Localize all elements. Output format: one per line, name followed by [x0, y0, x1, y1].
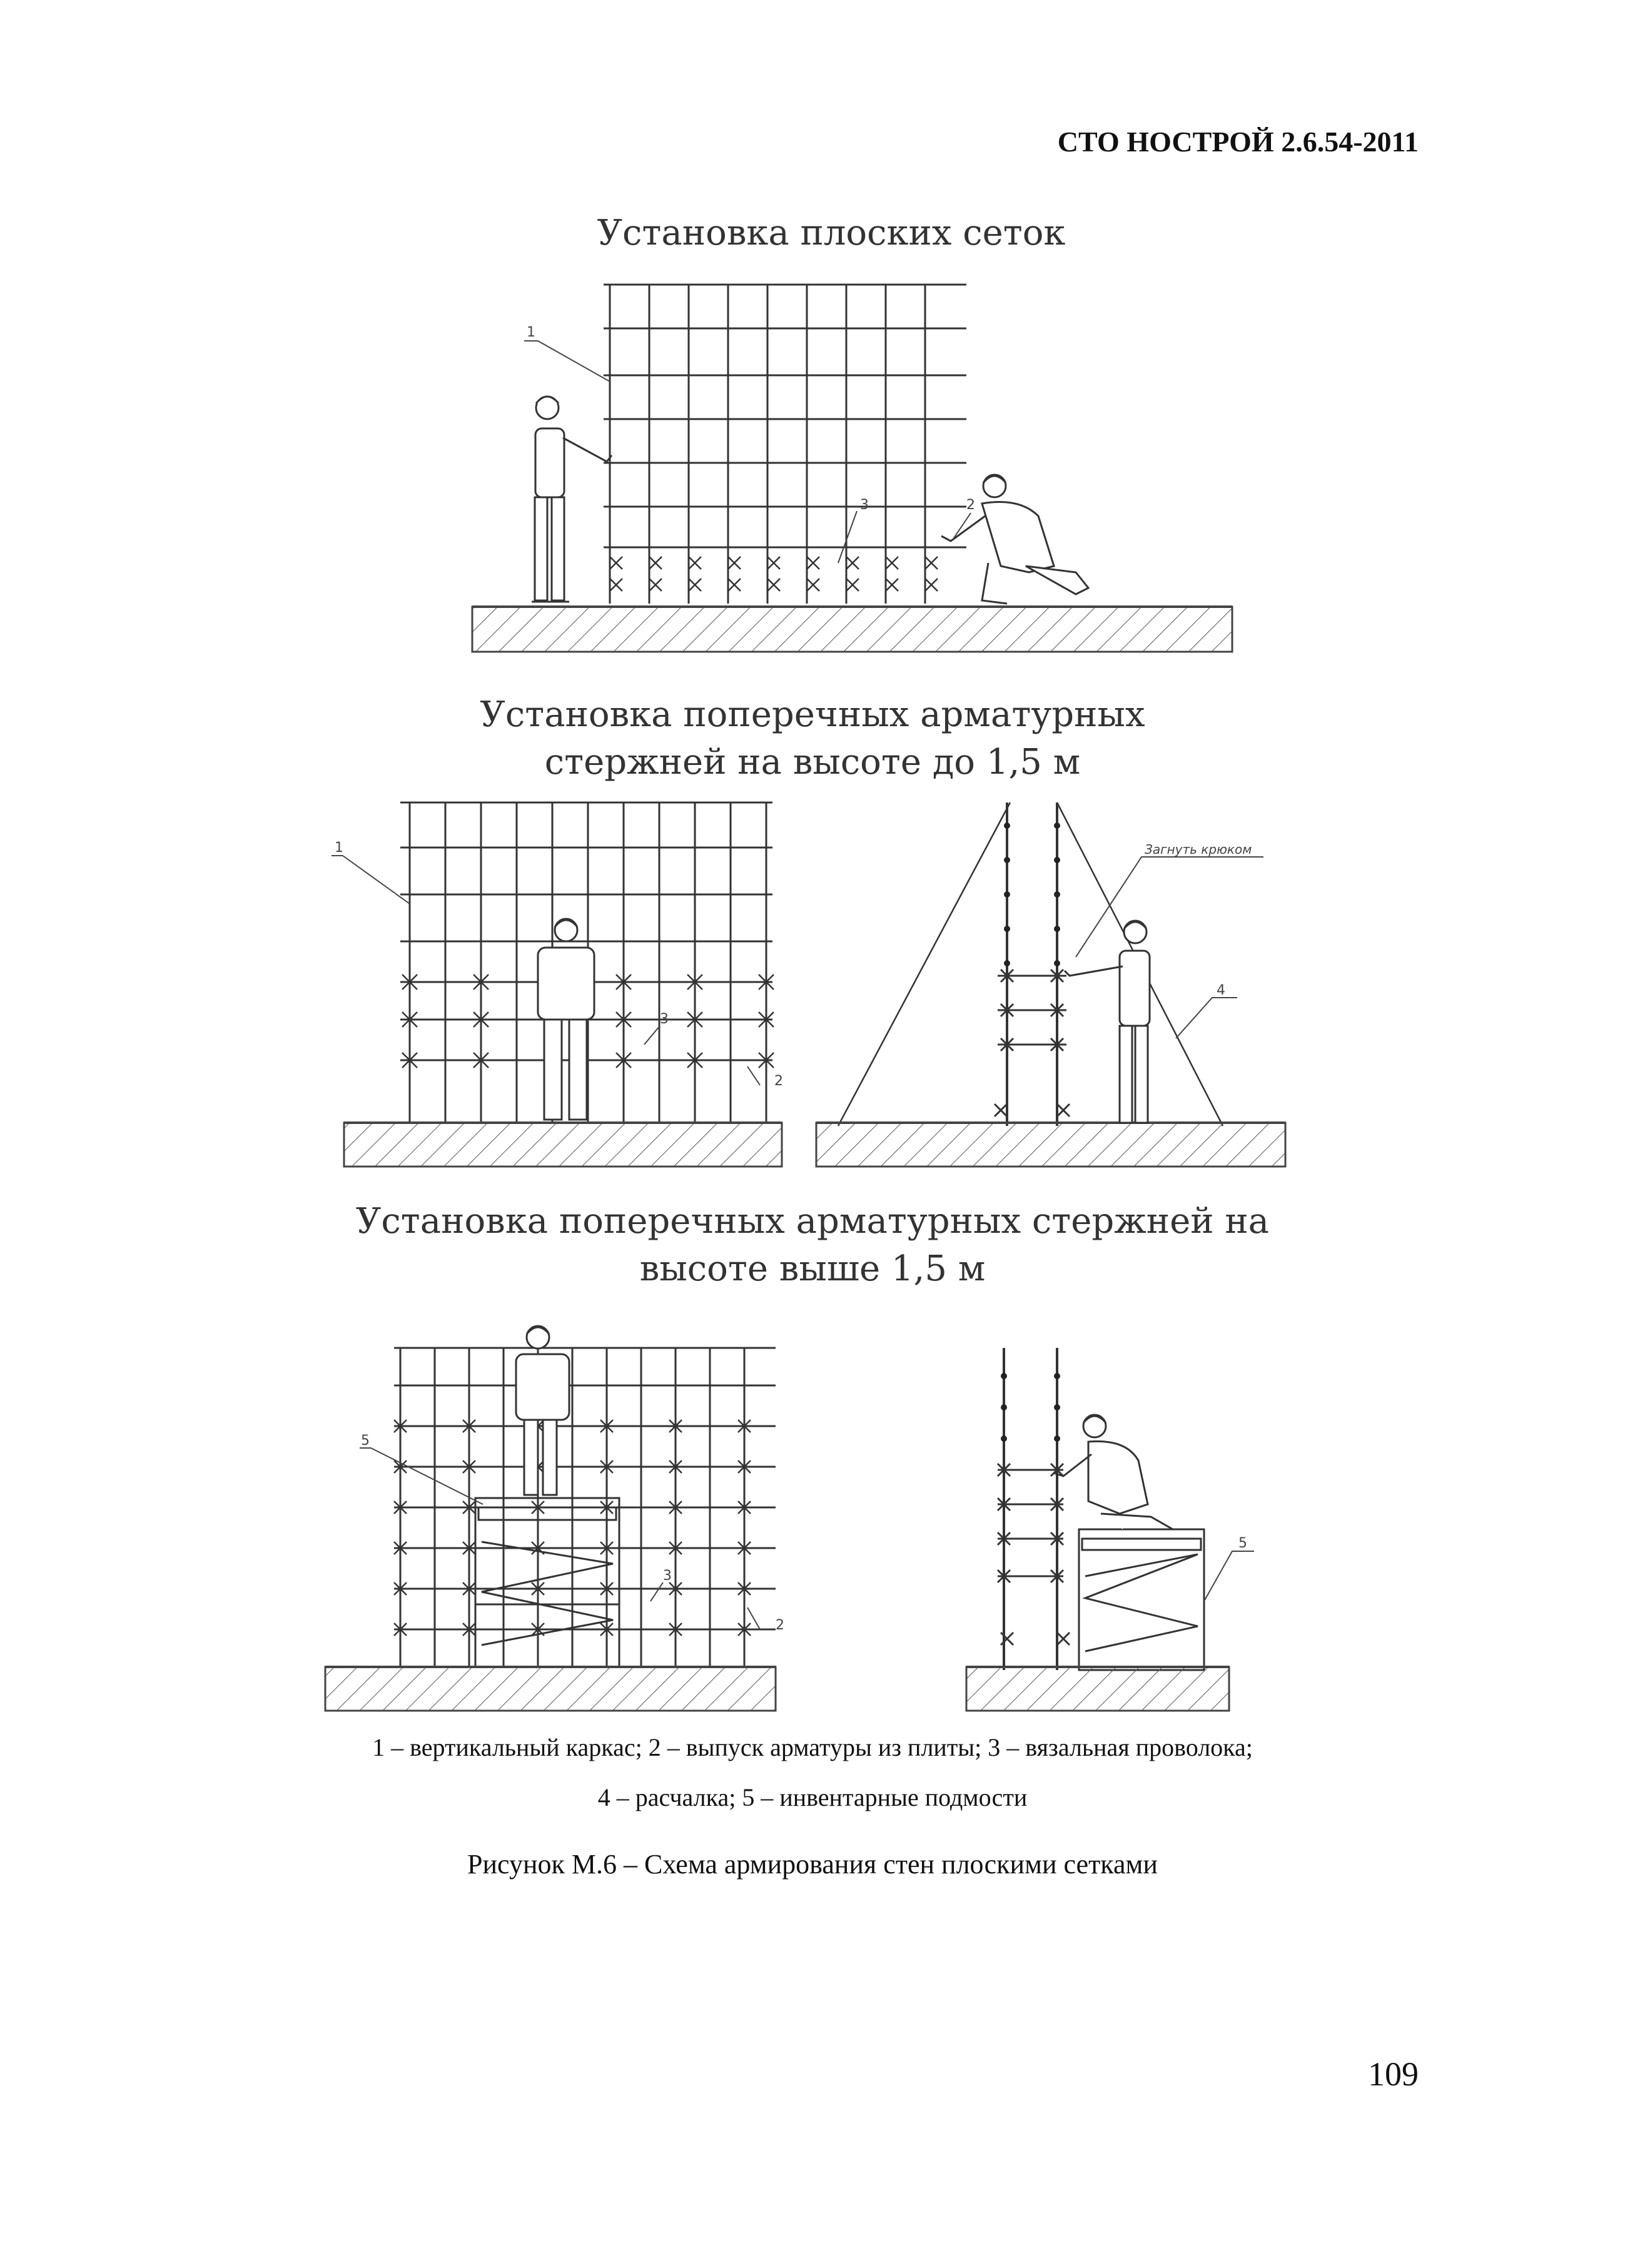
rebar-dot	[1001, 1373, 1007, 1379]
rebar-dot	[1004, 891, 1010, 898]
callout-bend-hook: Загнуть крюком	[1145, 842, 1252, 857]
rebar-dot	[1054, 857, 1060, 863]
floor-slab	[816, 1123, 1285, 1167]
callout-tie-wire: 3	[663, 1568, 672, 1584]
worker-back-view	[538, 919, 594, 1120]
mesh-grid	[604, 285, 966, 604]
callout-vertical-frame: 1	[335, 840, 343, 856]
rebar-cross-sections	[1001, 1373, 1060, 1442]
rebar-dot	[1054, 960, 1060, 966]
rebar-dot	[1054, 1435, 1060, 1442]
floor-slab	[325, 1667, 776, 1711]
rebar-cross-sections	[1004, 823, 1060, 966]
callout-rebar-stub: 2	[774, 1073, 783, 1089]
callout-leader-lines	[1076, 857, 1263, 1038]
rebar-dot	[1054, 926, 1060, 932]
callout-scaffold: 5	[361, 1433, 370, 1449]
scaffold	[1079, 1529, 1204, 1670]
callout-leader-lines	[524, 341, 971, 563]
callout-tie-wire: 3	[860, 497, 869, 513]
section-title-line: Установка поперечных арматурных	[480, 694, 1145, 735]
callout-leader-lines	[1204, 1551, 1254, 1601]
rebar-dot	[1054, 823, 1060, 829]
rebar-dot	[1054, 1404, 1060, 1410]
rebar-dot	[1004, 857, 1010, 863]
floor-slab	[344, 1123, 782, 1167]
figure-high-bars-front	[325, 1326, 784, 1711]
callout-scaffold: 5	[1238, 1536, 1247, 1551]
kneeling-worker-on-scaffold	[1054, 1415, 1173, 1529]
floor-slab	[966, 1667, 1229, 1711]
scaffold	[475, 1498, 619, 1667]
rebar-dot	[1004, 823, 1010, 829]
standing-worker	[532, 397, 612, 602]
section-title-line: высоте выше 1,5 м	[639, 1248, 986, 1289]
rebar-dot	[1001, 1404, 1007, 1410]
callout-vertical-frame: 1	[527, 325, 535, 340]
figure-flat-mesh	[472, 285, 1232, 652]
callout-rebar-stub: 2	[776, 1617, 784, 1633]
bar-hooks	[998, 1464, 1070, 1645]
rebar-dot	[1004, 960, 1010, 966]
callout-brace: 4	[1217, 983, 1225, 998]
figure-high-bars-side	[966, 1348, 1254, 1711]
rebar-dot	[1054, 891, 1060, 898]
rebar-dot	[1054, 1373, 1060, 1379]
callout-tie-wire: 3	[660, 1011, 669, 1027]
wire-ties	[610, 557, 938, 591]
figure-low-bars-side	[816, 802, 1285, 1167]
legend-line: 1 – вертикальный каркас; 2 – выпуск арматуры из плиты; 3 – вязальная проволока;	[372, 1733, 1253, 1761]
legend-line: 4 – расчалка; 5 – инвентарные подмости	[597, 1783, 1028, 1811]
section-title-line: стержней на высоте до 1,5 м	[544, 742, 1081, 782]
figure-low-bars-front	[332, 802, 783, 1167]
rebar-dot	[1004, 926, 1010, 932]
section-title-flat-meshes: Установка плоских сеток	[597, 213, 1066, 253]
callout-leader-lines	[360, 1448, 760, 1629]
kneeling-worker	[941, 475, 1088, 604]
standing-worker-side	[1065, 921, 1150, 1123]
figure-caption: Рисунок М.6 – Схема армирования стен плоскими сетками	[467, 1849, 1158, 1880]
callout-rebar-stub: 2	[966, 497, 975, 513]
rebar-dot	[1001, 1435, 1007, 1442]
worker-on-scaffold	[516, 1326, 569, 1495]
page-number: 109	[1368, 2055, 1419, 2093]
section-title-line: Установка поперечных арматурных стержней на	[355, 1201, 1270, 1242]
floor-slab	[472, 607, 1232, 652]
brace-line	[838, 802, 1010, 1126]
document-code: СТО НОСТРОЙ 2.6.54-2011	[1057, 126, 1419, 158]
